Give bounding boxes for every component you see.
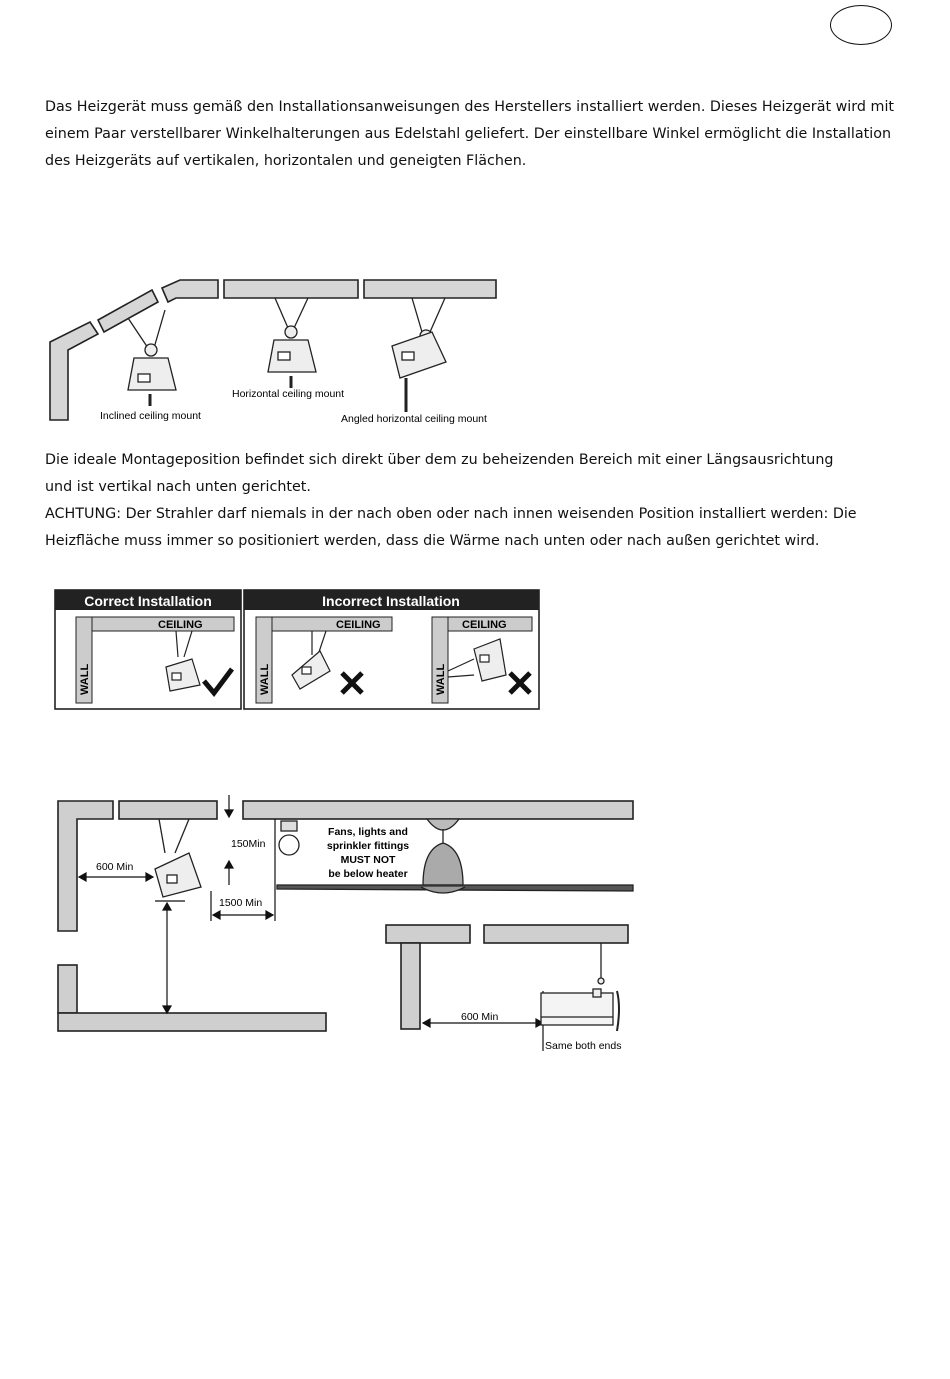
fans-note-line: Fans, lights and <box>328 826 408 838</box>
correct-ceiling-label: CEILING <box>158 619 203 631</box>
same-both-ends-label: Same both ends <box>545 1040 622 1052</box>
fans-note-line: be below heater <box>328 868 408 880</box>
horizontal-label: Horizontal ceiling mount <box>232 388 345 400</box>
position-line: und ist vertikal nach unten gerichtet. <box>45 479 311 495</box>
correct-title: Correct Installation <box>84 593 212 609</box>
inclined-label: Inclined ceiling mount <box>100 410 201 422</box>
min-1500-label: 1500 Min <box>219 897 263 909</box>
fans-note-line: MUST NOT <box>340 854 396 866</box>
installation-figure <box>54 589 542 713</box>
incorrect-wall-label-1: WALL <box>259 663 271 695</box>
min-600-side-label: 600 Min <box>461 1011 499 1023</box>
angled-label: Angled horizontal ceiling mount <box>341 413 487 425</box>
intro-line: des Heizgeräts auf vertikalen, horizontalen und geneigten Flächen. <box>45 153 527 169</box>
min-150-label: 150Min <box>231 838 266 850</box>
page-number-oval <box>830 5 892 45</box>
position-line: Heizfläche muss immer so positioniert werden, dass die Wärme nach unten oder nach außen gerichtet wird. <box>45 533 820 549</box>
min-600-label: 600 Min <box>96 861 134 873</box>
position-line: ACHTUNG: Der Strahler darf niemals in der nach oben oder nach innen weisenden Position installiert werden: Die <box>45 506 857 522</box>
incorrect-wall-label-2: WALL <box>435 663 447 695</box>
intro-paragraph <box>45 94 925 175</box>
position-line: Die ideale Montageposition befindet sich direkt über dem zu beheizenden Bereich mit einer Längsausrichtung <box>45 452 834 468</box>
intro-line: Das Heizgerät muss gemäß den Installationsanweisungen des Herstellers installiert werden. Dieses Heizgerät wird mit <box>45 99 895 115</box>
position-paragraph <box>45 447 925 555</box>
intro-line: einem Paar verstellbarer Winkelhalterungen aus Edelstahl geliefert. Der einstellbare Winkel ermöglicht die Installation <box>45 126 892 142</box>
mount-types-figure <box>40 270 510 430</box>
fans-note-line: sprinkler fittings <box>326 840 410 852</box>
incorrect-title: Incorrect Installation <box>322 593 460 609</box>
correct-wall-label: WALL <box>79 663 91 695</box>
incorrect-ceiling-label-2: CEILING <box>462 619 507 631</box>
incorrect-ceiling-label-1: CEILING <box>336 619 381 631</box>
clearance-figure <box>55 795 637 1057</box>
